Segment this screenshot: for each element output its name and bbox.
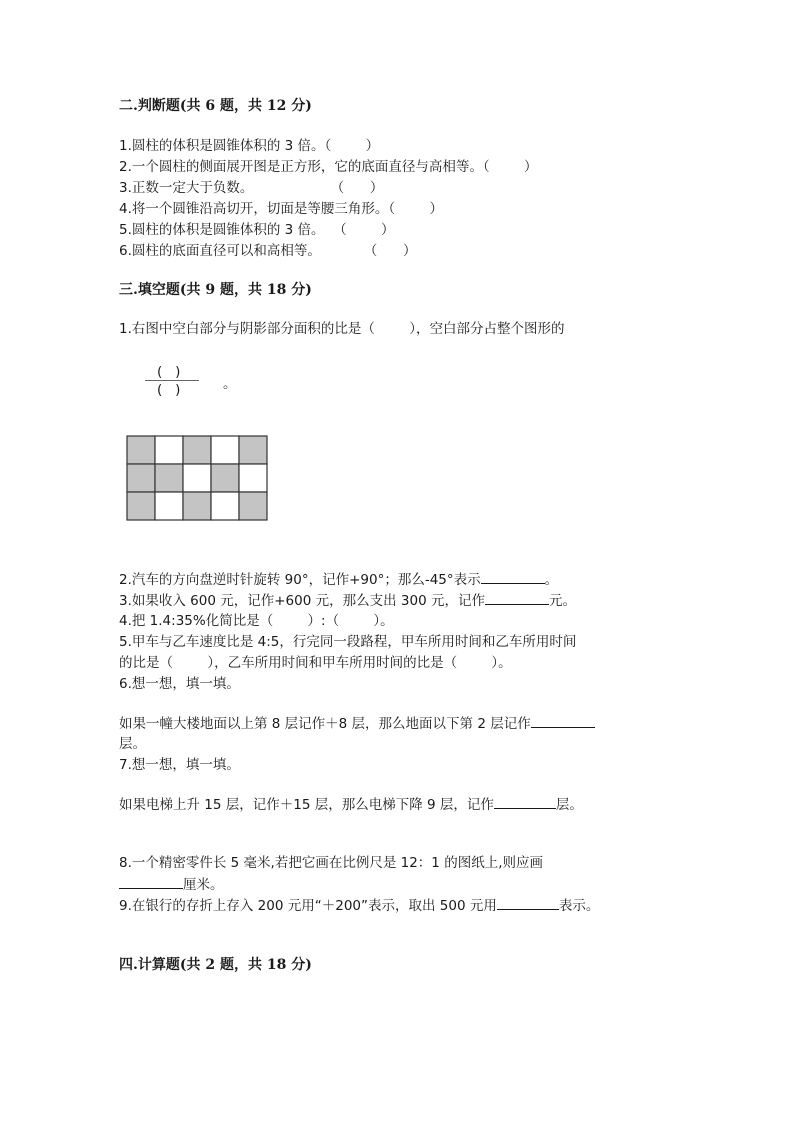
grid-cell-blank [155,492,183,520]
fill-q6-unit: 层。 [119,736,146,752]
fill-q3 [119,591,576,610]
fill-q9-end: 表示。 [558,898,600,914]
fill-q6-body: 如果一幢大楼地面以上第 8 层记作＋8 层，那么地面以下第 2 层记作 [119,716,531,732]
grid-cell-shaded [211,464,239,492]
fraction-period: 。 [223,376,237,392]
judge-item-4: 4.将一个圆锥沿高切开，切面是等腰三角形。（ ） [119,201,443,217]
fill-q7-title: 7.想一想，填一填。 [119,757,240,773]
fraction-numerator: ( ) [157,364,181,380]
fill-q7-text: 如果电梯上升 15 层，记作＋15 层，那么电梯下降 9 层，记作 [119,797,494,813]
fill-q2-end: 。 [544,572,559,588]
grid-cell-shaded [239,436,267,464]
fill-q2 [119,570,558,589]
fill-q1: 1.右图中空白部分与阴影部分面积的比是（ ），空白部分占整个图形的 [119,321,565,337]
fill-q3-text: 3.如果收入 600 元，记作+600 元，那么支出 300 元，记作 [119,593,485,609]
section-heading-calc: 四.计算题(共 2 题，共 18 分) [119,957,312,973]
fill-q9 [119,896,599,915]
section-heading-fill: 三.填空题(共 9 题，共 18 分) [119,282,312,298]
fill-q6-title: 6.想一想，填一填。 [119,676,240,692]
judge-item-2: 2.一个圆柱的侧面展开图是正方形，它的底面直径与高相等。（ ） [119,159,538,175]
fill-q6-text [119,714,595,733]
fill-q9-text: 9.在银行的存折上存入 200 元用“＋200”表示，取出 500 元用 [119,898,497,914]
answer-blank[interactable] [119,875,183,889]
grid-cell-blank [211,436,239,464]
fill-q7 [119,795,583,814]
fill-q2-text: 2.汽车的方向盘逆时针旋转 90°，记作+90°；那么-45°表示 [119,572,481,588]
fill-q5-line1: 5.甲车与乙车速度比是 4:5，行完同一段路程，甲车所用时间和乙车所用时间 [119,634,577,650]
fill-q3-end: 元。 [548,593,576,609]
grid-cell-shaded [155,464,183,492]
grid-cell-shaded [127,464,155,492]
judge-item-1: 1.圆柱的体积是圆锥体积的 3 倍。（ ） [119,138,380,154]
fill-q8-line1: 8.一个精密零件长 5 毫米,若把它画在比例尺是 12：1 的图纸上,则应画 [119,855,543,871]
grid-cell-blank [155,436,183,464]
judge-item-6: 6.圆柱的底面直径可以和高相等。 （ ） [119,243,417,259]
fill-q8-end: 厘米。 [183,877,224,893]
grid-cell-shaded [183,436,211,464]
answer-blank[interactable] [481,570,545,584]
answer-blank[interactable] [531,714,595,728]
judge-item-5: 5.圆柱的体积是圆锥体积的 3 倍。 （ ） [119,222,395,238]
grid-cell-blank [239,464,267,492]
shaded-grid-figure [126,435,270,521]
fraction-denominator: ( ) [157,382,181,398]
judge-item-3: 3.正数一定大于负数。 （ ） [119,180,384,196]
grid-cell-blank [211,492,239,520]
answer-blank[interactable] [485,591,549,605]
fill-q7-end: 层。 [555,797,583,813]
answer-blank[interactable] [497,896,559,910]
grid-cell-shaded [127,436,155,464]
grid-cell-blank [183,464,211,492]
fraction-bar [145,380,199,381]
grid-cell-shaded [183,492,211,520]
fill-q5-line2: 的比是（ ），乙车所用时间和甲车所用时间的比是（ ）。 [119,655,512,671]
fill-q4: 4.把 1.4:35%化简比是（ ）:（ ）。 [119,613,394,629]
section-heading-judge: 二.判断题(共 6 题，共 12 分) [119,98,312,114]
grid-cell-shaded [127,492,155,520]
fraction-answer [145,364,205,400]
answer-blank[interactable] [494,795,556,809]
fill-q8-line2 [119,875,224,894]
grid-cell-shaded [239,492,267,520]
